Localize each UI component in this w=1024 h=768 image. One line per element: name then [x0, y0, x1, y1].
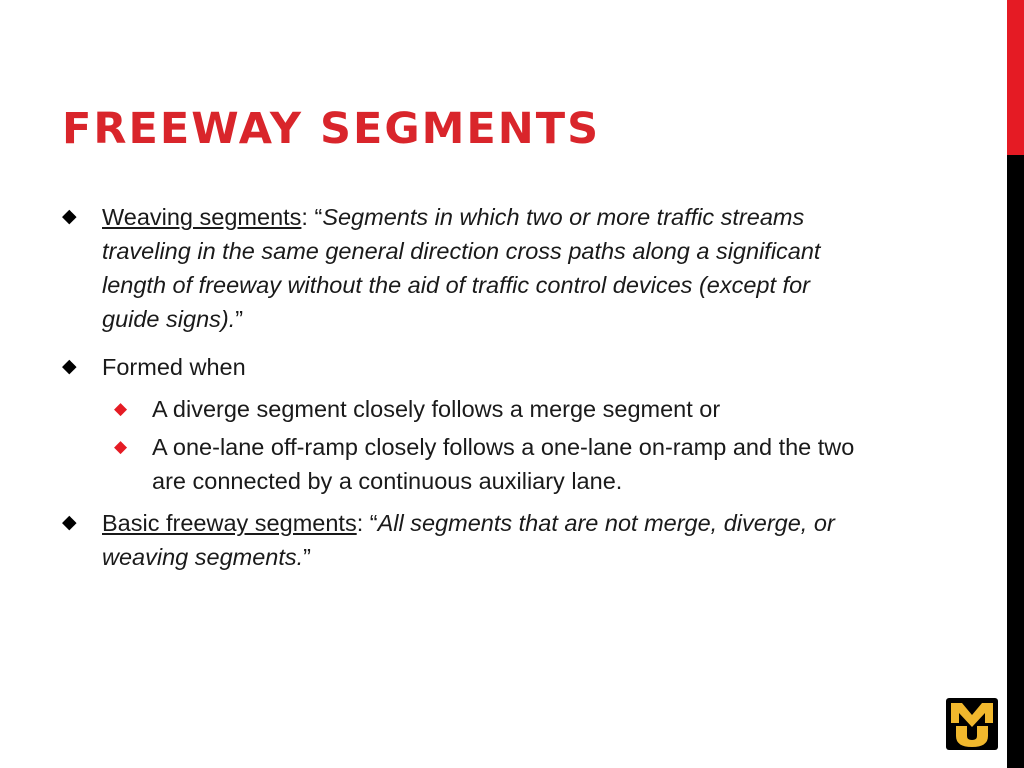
bullet-close-quote: ”: [235, 306, 244, 332]
bullet-definition: Segments in which two or more traffic streams traveling in the same general direction cross paths along a significant length of freeway without the aid of traffic control devices (except for guide signs).: [102, 204, 821, 332]
sidebar-accent-red: [1007, 0, 1024, 155]
sub-bullet-text: A diverge segment closely follows a merge segment or: [152, 396, 721, 422]
bullet-term: Weaving segments: [102, 204, 302, 230]
diamond-icon: ◆: [62, 206, 77, 227]
sub-bullet-text: A one-lane off-ramp closely follows a one-lane on-ramp and the two are connected by a continuous auxiliary lane.: [152, 434, 855, 494]
diamond-icon: ◆: [114, 399, 128, 418]
sub-bullet-item: [114, 392, 862, 426]
slide-title: FREEWAY SEGMENTS: [62, 104, 601, 154]
diamond-icon: ◆: [62, 356, 77, 377]
bullet-close-quote: ”: [303, 544, 311, 570]
sidebar-divider: [1005, 0, 1007, 768]
bullet-separator: : “: [301, 204, 323, 230]
bullet-formed-when: [62, 350, 862, 384]
sub-bullet-item: [114, 430, 862, 498]
university-logo-icon: [946, 698, 998, 750]
diamond-icon: ◆: [62, 512, 77, 533]
bullet-definition: All segments that are not merge, diverge, or weaving segments.: [102, 510, 835, 570]
diamond-icon: ◆: [114, 437, 128, 456]
bullet-basic-freeway-segments: [62, 506, 862, 574]
slide-body: [62, 200, 862, 588]
sub-bullet-list: [114, 392, 862, 498]
bullet-term: Basic freeway segments: [102, 510, 357, 536]
bullet-separator: : “: [356, 510, 378, 536]
sidebar-accent-black: [1007, 155, 1024, 768]
bullet-text: Formed when: [102, 354, 246, 380]
bullet-weaving-segments: [62, 200, 862, 336]
